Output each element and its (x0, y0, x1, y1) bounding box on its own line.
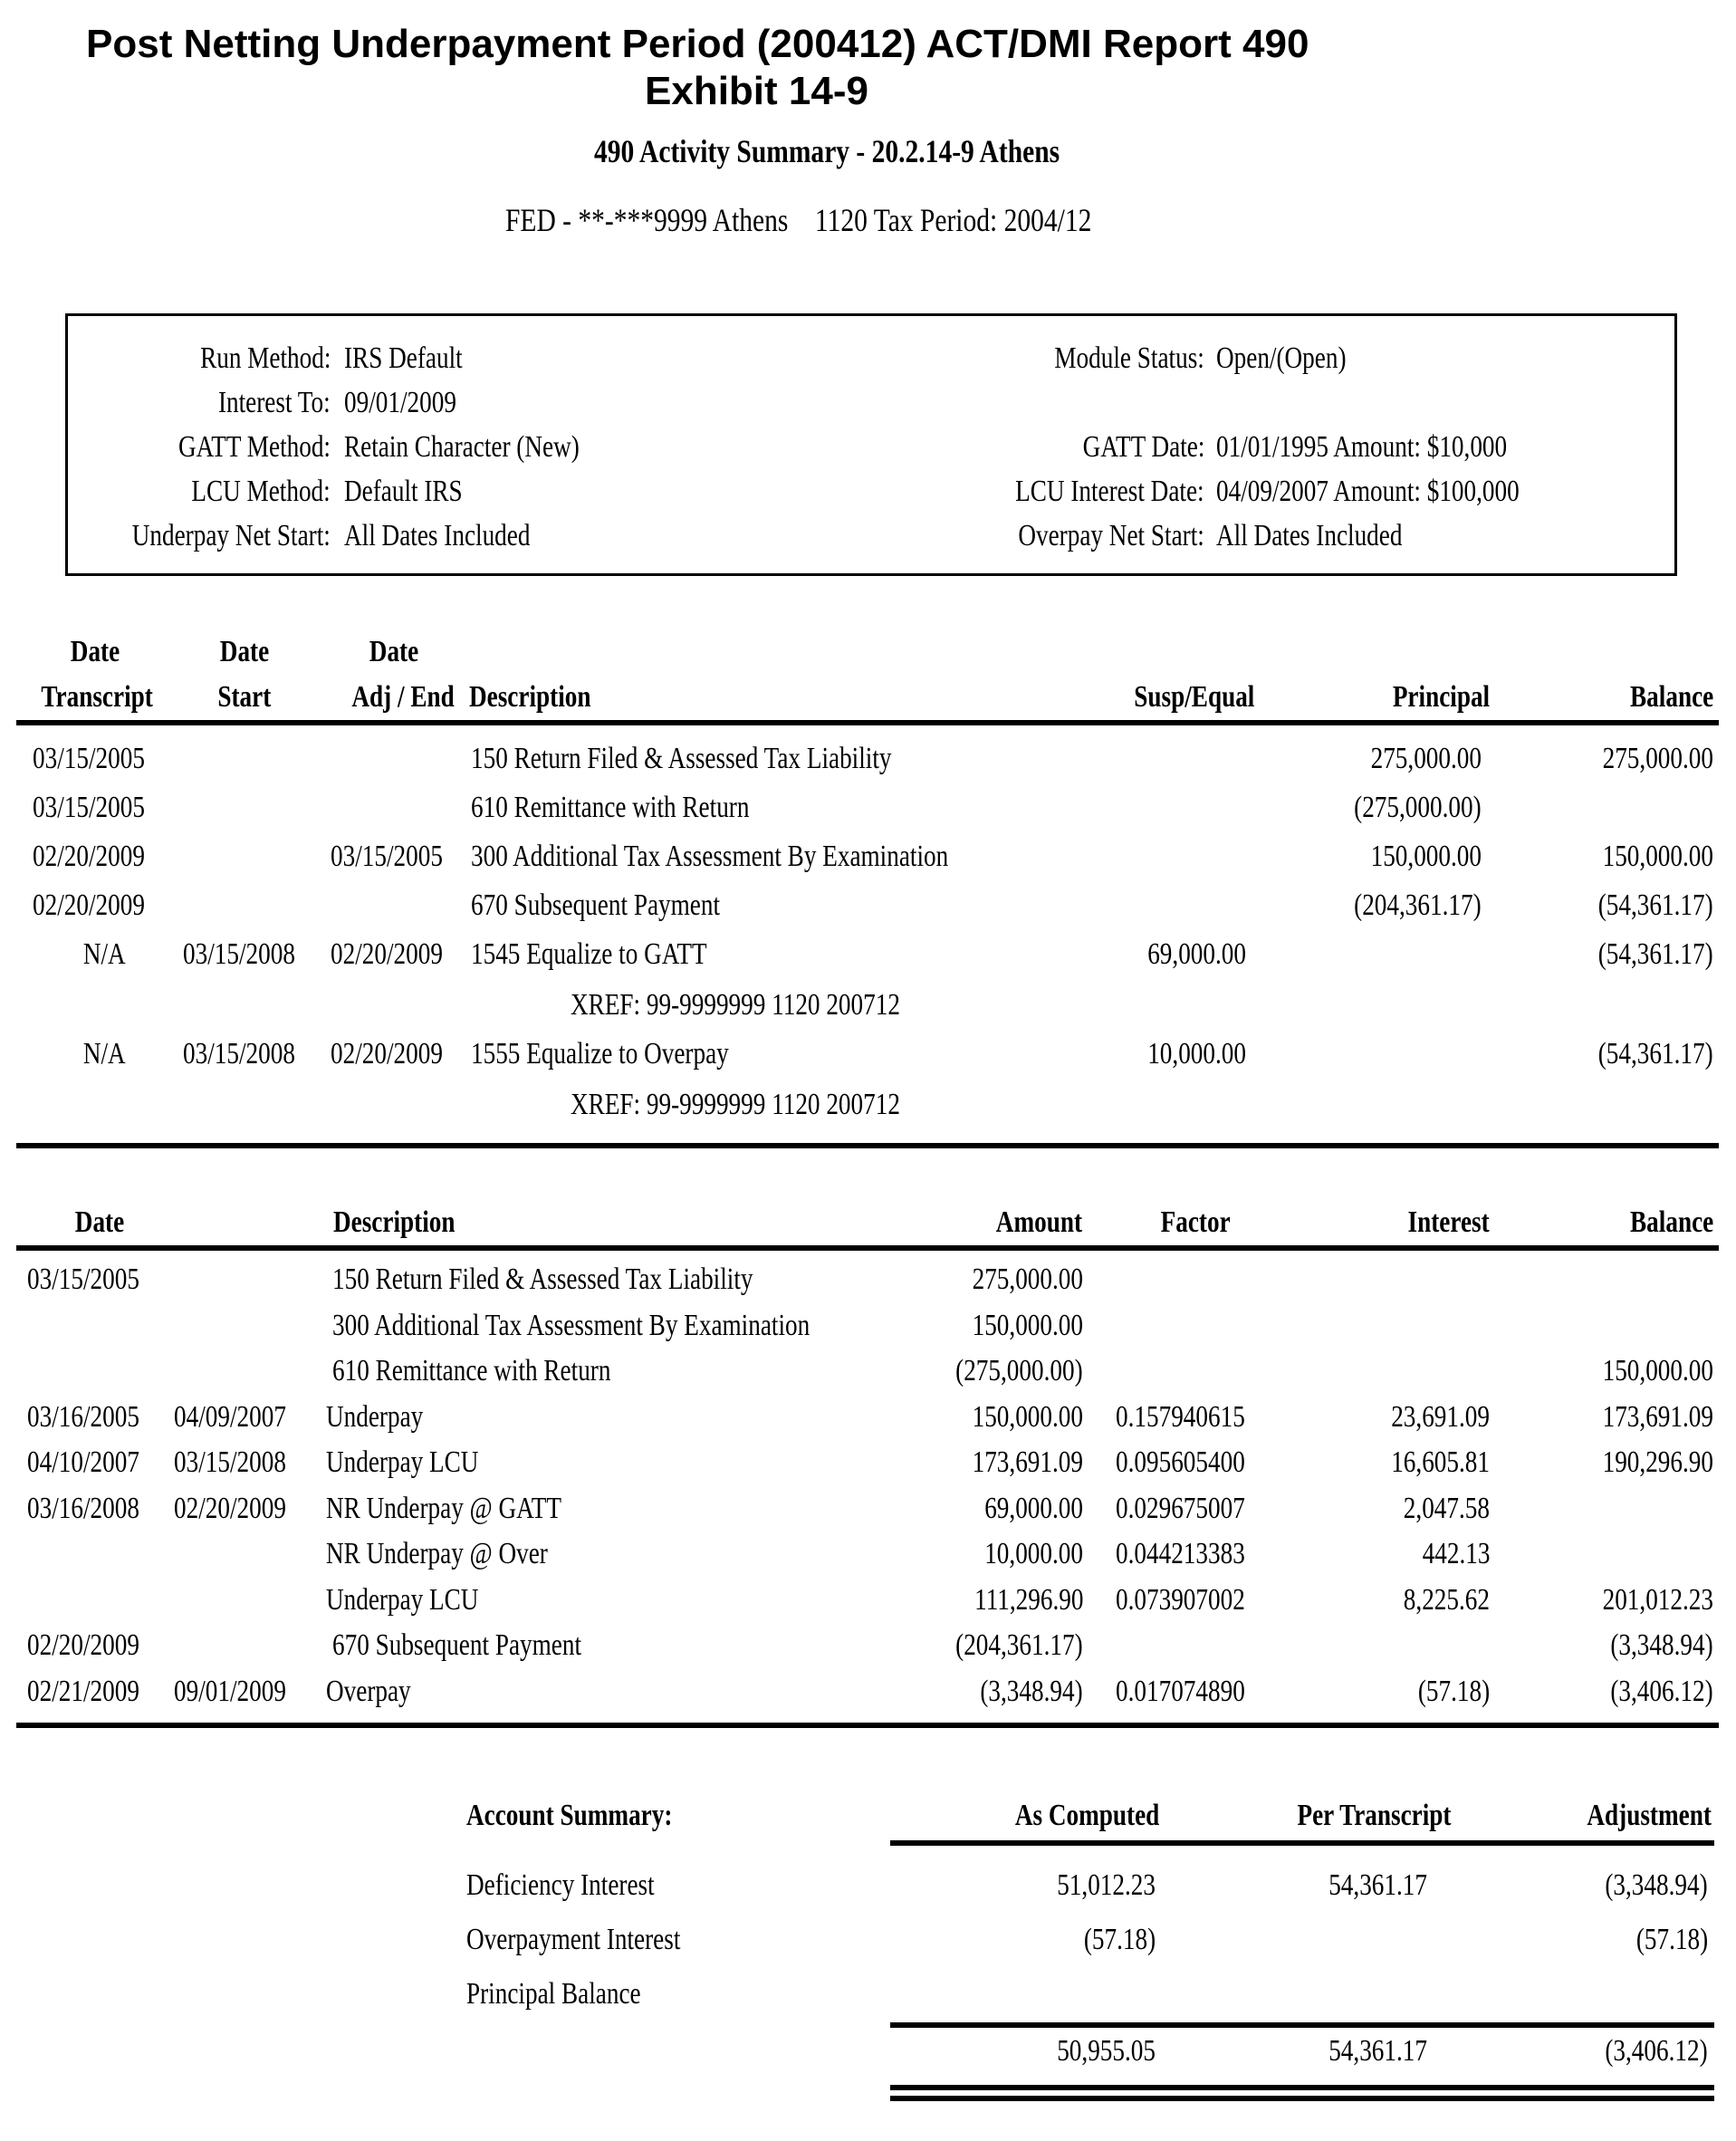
principal (1304, 1036, 1482, 1072)
susp-equal (1069, 888, 1246, 924)
activity-summary-subtitle: 490 Activity Summary - 20.2.14-9 Athens (594, 133, 1060, 169)
balance: (3,348.94) (1610, 1628, 1713, 1662)
date-start: 03/15/2008 (183, 1037, 295, 1070)
total-as-computed: 50,955.05 (1057, 2034, 1156, 2068)
balance (1521, 1536, 1713, 1572)
taxpayer-line: FED - **-***9999 Athens 1120 Tax Period: 2004/12 (505, 202, 1092, 238)
col-interest: Interest (1407, 1205, 1490, 1239)
principal: (204,361.17) (1354, 888, 1482, 922)
col-per-transcript: Per Transcript (1297, 1799, 1452, 1832)
as-computed (978, 1976, 1156, 2012)
date-transcript: N/A (82, 1037, 126, 1070)
balance (1521, 1308, 1713, 1344)
amount: (275,000.00) (955, 1354, 1083, 1387)
info-value: Retain Character (New) (344, 430, 580, 464)
summary-total-rule (890, 2022, 1714, 2028)
info-label: Interest To: (218, 386, 331, 419)
as-computed: 51,012.23 (1057, 1868, 1156, 1902)
description: 300 Additional Tax Assessment By Examination (332, 1308, 810, 1342)
summary-double-rule-bottom (890, 2096, 1714, 2101)
info-label: Underpay Net Start: (131, 519, 331, 552)
summary-double-rule-top (890, 2085, 1714, 2090)
col-int-balance: Balance (1629, 1205, 1713, 1239)
description: 300 Additional Tax Assessment By Examination (471, 840, 949, 873)
date-to: 09/01/2009 (174, 1674, 286, 1708)
summary-label: Principal Balance (466, 1977, 641, 2011)
interest-value: 16,605.81 (1391, 1445, 1490, 1479)
interest-value (1304, 1308, 1490, 1344)
susp-equal (1069, 839, 1246, 875)
factor: 0.029675007 (1116, 1491, 1245, 1525)
interest-header-rule (16, 1245, 1719, 1251)
col-date-transcript: Transcript (41, 680, 153, 714)
info-label: Run Method: (199, 341, 331, 375)
col-factor: Factor (1160, 1205, 1231, 1239)
description: Underpay (326, 1399, 424, 1434)
transactions-bottom-rule (16, 1143, 1719, 1148)
description: 150 Return Filed & Assessed Tax Liability (471, 742, 892, 775)
interest-value: 2,047.58 (1403, 1491, 1490, 1525)
info-label: Module Status: (1054, 341, 1204, 375)
col-date: Date (74, 1205, 125, 1239)
col-date-adj: Adj / End (351, 680, 455, 714)
info-value: All Dates Included (1216, 519, 1403, 552)
principal: 275,000.00 (1370, 742, 1482, 775)
info-value: All Dates Included (344, 519, 531, 552)
as-computed: (57.18) (1083, 1923, 1156, 1956)
interest-bottom-rule (16, 1723, 1719, 1728)
date-transcript: 03/15/2005 (33, 742, 145, 775)
col-date-start: Start (217, 680, 272, 714)
per-transcript (1259, 1976, 1427, 2012)
description: 1555 Equalize to Overpay (471, 1037, 729, 1070)
date-start: 03/15/2008 (183, 937, 295, 971)
date-to: 03/15/2008 (174, 1445, 286, 1479)
transactions-header-rule (16, 720, 1719, 725)
date-adj: 02/20/2009 (331, 1037, 443, 1070)
principal (1304, 936, 1482, 973)
date-from: 03/15/2005 (27, 1263, 139, 1296)
summary-label: Overpayment Interest (466, 1923, 681, 1956)
date-to: 04/09/2007 (174, 1399, 286, 1434)
info-label: LCU Interest Date: (1015, 475, 1204, 508)
interest-value: (57.18) (1417, 1674, 1490, 1708)
col-principal: Principal (1392, 680, 1490, 714)
factor: 0.073907002 (1116, 1582, 1245, 1617)
amount: 111,296.90 (974, 1582, 1083, 1617)
description: 670 Subsequent Payment (332, 1628, 582, 1662)
exhibit-title: Exhibit 14-9 (645, 69, 868, 113)
date-from: 02/20/2009 (27, 1628, 139, 1662)
factor: 0.157940615 (1116, 1399, 1245, 1434)
summary-label: Deficiency Interest (466, 1868, 655, 1902)
amount: 10,000.00 (984, 1537, 1083, 1570)
info-value: Open/(Open) (1216, 341, 1347, 375)
balance: (54,361.17) (1598, 937, 1713, 971)
info-value: 01/01/1995 Amount: $10,000 (1216, 430, 1508, 464)
susp-equal (1069, 741, 1246, 777)
principal: (275,000.00) (1354, 791, 1482, 824)
per-transcript (1259, 1922, 1427, 1958)
info-value: IRS Default (344, 341, 463, 375)
amount: (3,348.94) (980, 1674, 1083, 1708)
description: Underpay LCU (326, 1582, 479, 1617)
date-transcript: 02/20/2009 (33, 888, 145, 922)
summary-header-rule (890, 1840, 1714, 1846)
col-amount: Amount (995, 1205, 1082, 1239)
interest-value: 8,225.62 (1403, 1582, 1490, 1617)
susp-equal: 69,000.00 (1147, 937, 1246, 971)
info-value: 04/09/2007 Amount: $100,000 (1216, 475, 1520, 508)
col-balance: Balance (1629, 680, 1713, 714)
balance: 275,000.00 (1602, 742, 1713, 775)
col-date-start-top: Date (219, 635, 270, 668)
balance: 150,000.00 (1602, 1354, 1713, 1387)
date-from: 03/16/2008 (27, 1491, 139, 1525)
amount: 173,691.09 (972, 1445, 1083, 1479)
info-label: GATT Method: (178, 430, 331, 464)
date-from: 02/21/2009 (27, 1674, 139, 1708)
col-susp-equal: Susp/Equal (1133, 680, 1254, 714)
factor: 0.095605400 (1116, 1445, 1245, 1479)
description: NR Underpay @ Over (326, 1537, 548, 1570)
description: Underpay LCU (326, 1445, 479, 1479)
amount: 275,000.00 (972, 1263, 1083, 1296)
balance (1521, 790, 1713, 826)
date-transcript: N/A (82, 937, 126, 971)
adjustment: (57.18) (1635, 1923, 1708, 1956)
info-label: Overpay Net Start: (1018, 519, 1204, 552)
interest-value (1304, 1262, 1490, 1298)
col-date-adj-top: Date (369, 635, 419, 668)
xref: XREF: 99-9999999 1120 200712 (571, 988, 900, 1022)
total-per-transcript: 54,361.17 (1328, 2034, 1427, 2068)
amount: 150,000.00 (972, 1308, 1083, 1342)
balance: 201,012.23 (1602, 1582, 1713, 1617)
col-adjustment: Adjustment (1587, 1799, 1712, 1832)
adjustment (1530, 1976, 1708, 2012)
amount: (204,361.17) (955, 1628, 1083, 1662)
susp-equal (1069, 790, 1246, 826)
col-date-transcript-top: Date (70, 635, 120, 668)
col-description: Description (469, 680, 591, 714)
summary-title: Account Summary: (466, 1799, 673, 1832)
date-to: 02/20/2009 (174, 1491, 286, 1525)
balance: 190,296.90 (1602, 1445, 1713, 1479)
balance (1521, 1262, 1713, 1298)
interest-value: 23,691.09 (1391, 1399, 1490, 1434)
adjustment: (3,348.94) (1605, 1868, 1708, 1902)
info-label: GATT Date: (1082, 430, 1204, 464)
description: Overpay (326, 1674, 411, 1708)
info-value: Default IRS (344, 475, 463, 508)
report-title: Post Netting Underpayment Period (200412) ACT/DMI Report 490 (86, 22, 1309, 66)
xref: XREF: 99-9999999 1120 200712 (571, 1088, 900, 1121)
principal: 150,000.00 (1370, 840, 1482, 873)
amount: 69,000.00 (984, 1491, 1083, 1525)
date-adj: 03/15/2005 (331, 840, 443, 873)
total-adjustment: (3,406.12) (1605, 2034, 1708, 2068)
info-value: 09/01/2009 (344, 386, 456, 419)
description: 610 Remittance with Return (332, 1354, 611, 1387)
description: 1545 Equalize to GATT (471, 937, 707, 971)
col-as-computed: As Computed (1014, 1799, 1159, 1832)
description: 150 Return Filed & Assessed Tax Liability (332, 1263, 753, 1296)
amount: 150,000.00 (972, 1399, 1083, 1434)
date-from: 04/10/2007 (27, 1445, 139, 1479)
date-adj: 02/20/2009 (331, 937, 443, 971)
interest-value (1304, 1353, 1490, 1389)
interest-value: 442.13 (1422, 1537, 1490, 1570)
balance: (54,361.17) (1598, 1037, 1713, 1070)
susp-equal: 10,000.00 (1147, 1037, 1246, 1070)
factor: 0.017074890 (1116, 1674, 1245, 1708)
date-transcript: 02/20/2009 (33, 840, 145, 873)
info-label: LCU Method: (191, 475, 331, 508)
balance: (54,361.17) (1598, 888, 1713, 922)
description: 610 Remittance with Return (471, 791, 750, 824)
description: 670 Subsequent Payment (471, 888, 721, 922)
factor: 0.044213383 (1116, 1537, 1245, 1570)
balance: (3,406.12) (1610, 1674, 1713, 1708)
date-transcript: 03/15/2005 (33, 791, 145, 824)
date-from: 03/16/2005 (27, 1399, 139, 1434)
per-transcript: 54,361.17 (1328, 1868, 1427, 1902)
balance: 150,000.00 (1602, 840, 1713, 873)
balance (1521, 1491, 1713, 1527)
interest-value (1304, 1627, 1490, 1664)
balance: 173,691.09 (1602, 1399, 1713, 1434)
description: NR Underpay @ GATT (326, 1491, 561, 1525)
col-int-description: Description (333, 1205, 456, 1239)
